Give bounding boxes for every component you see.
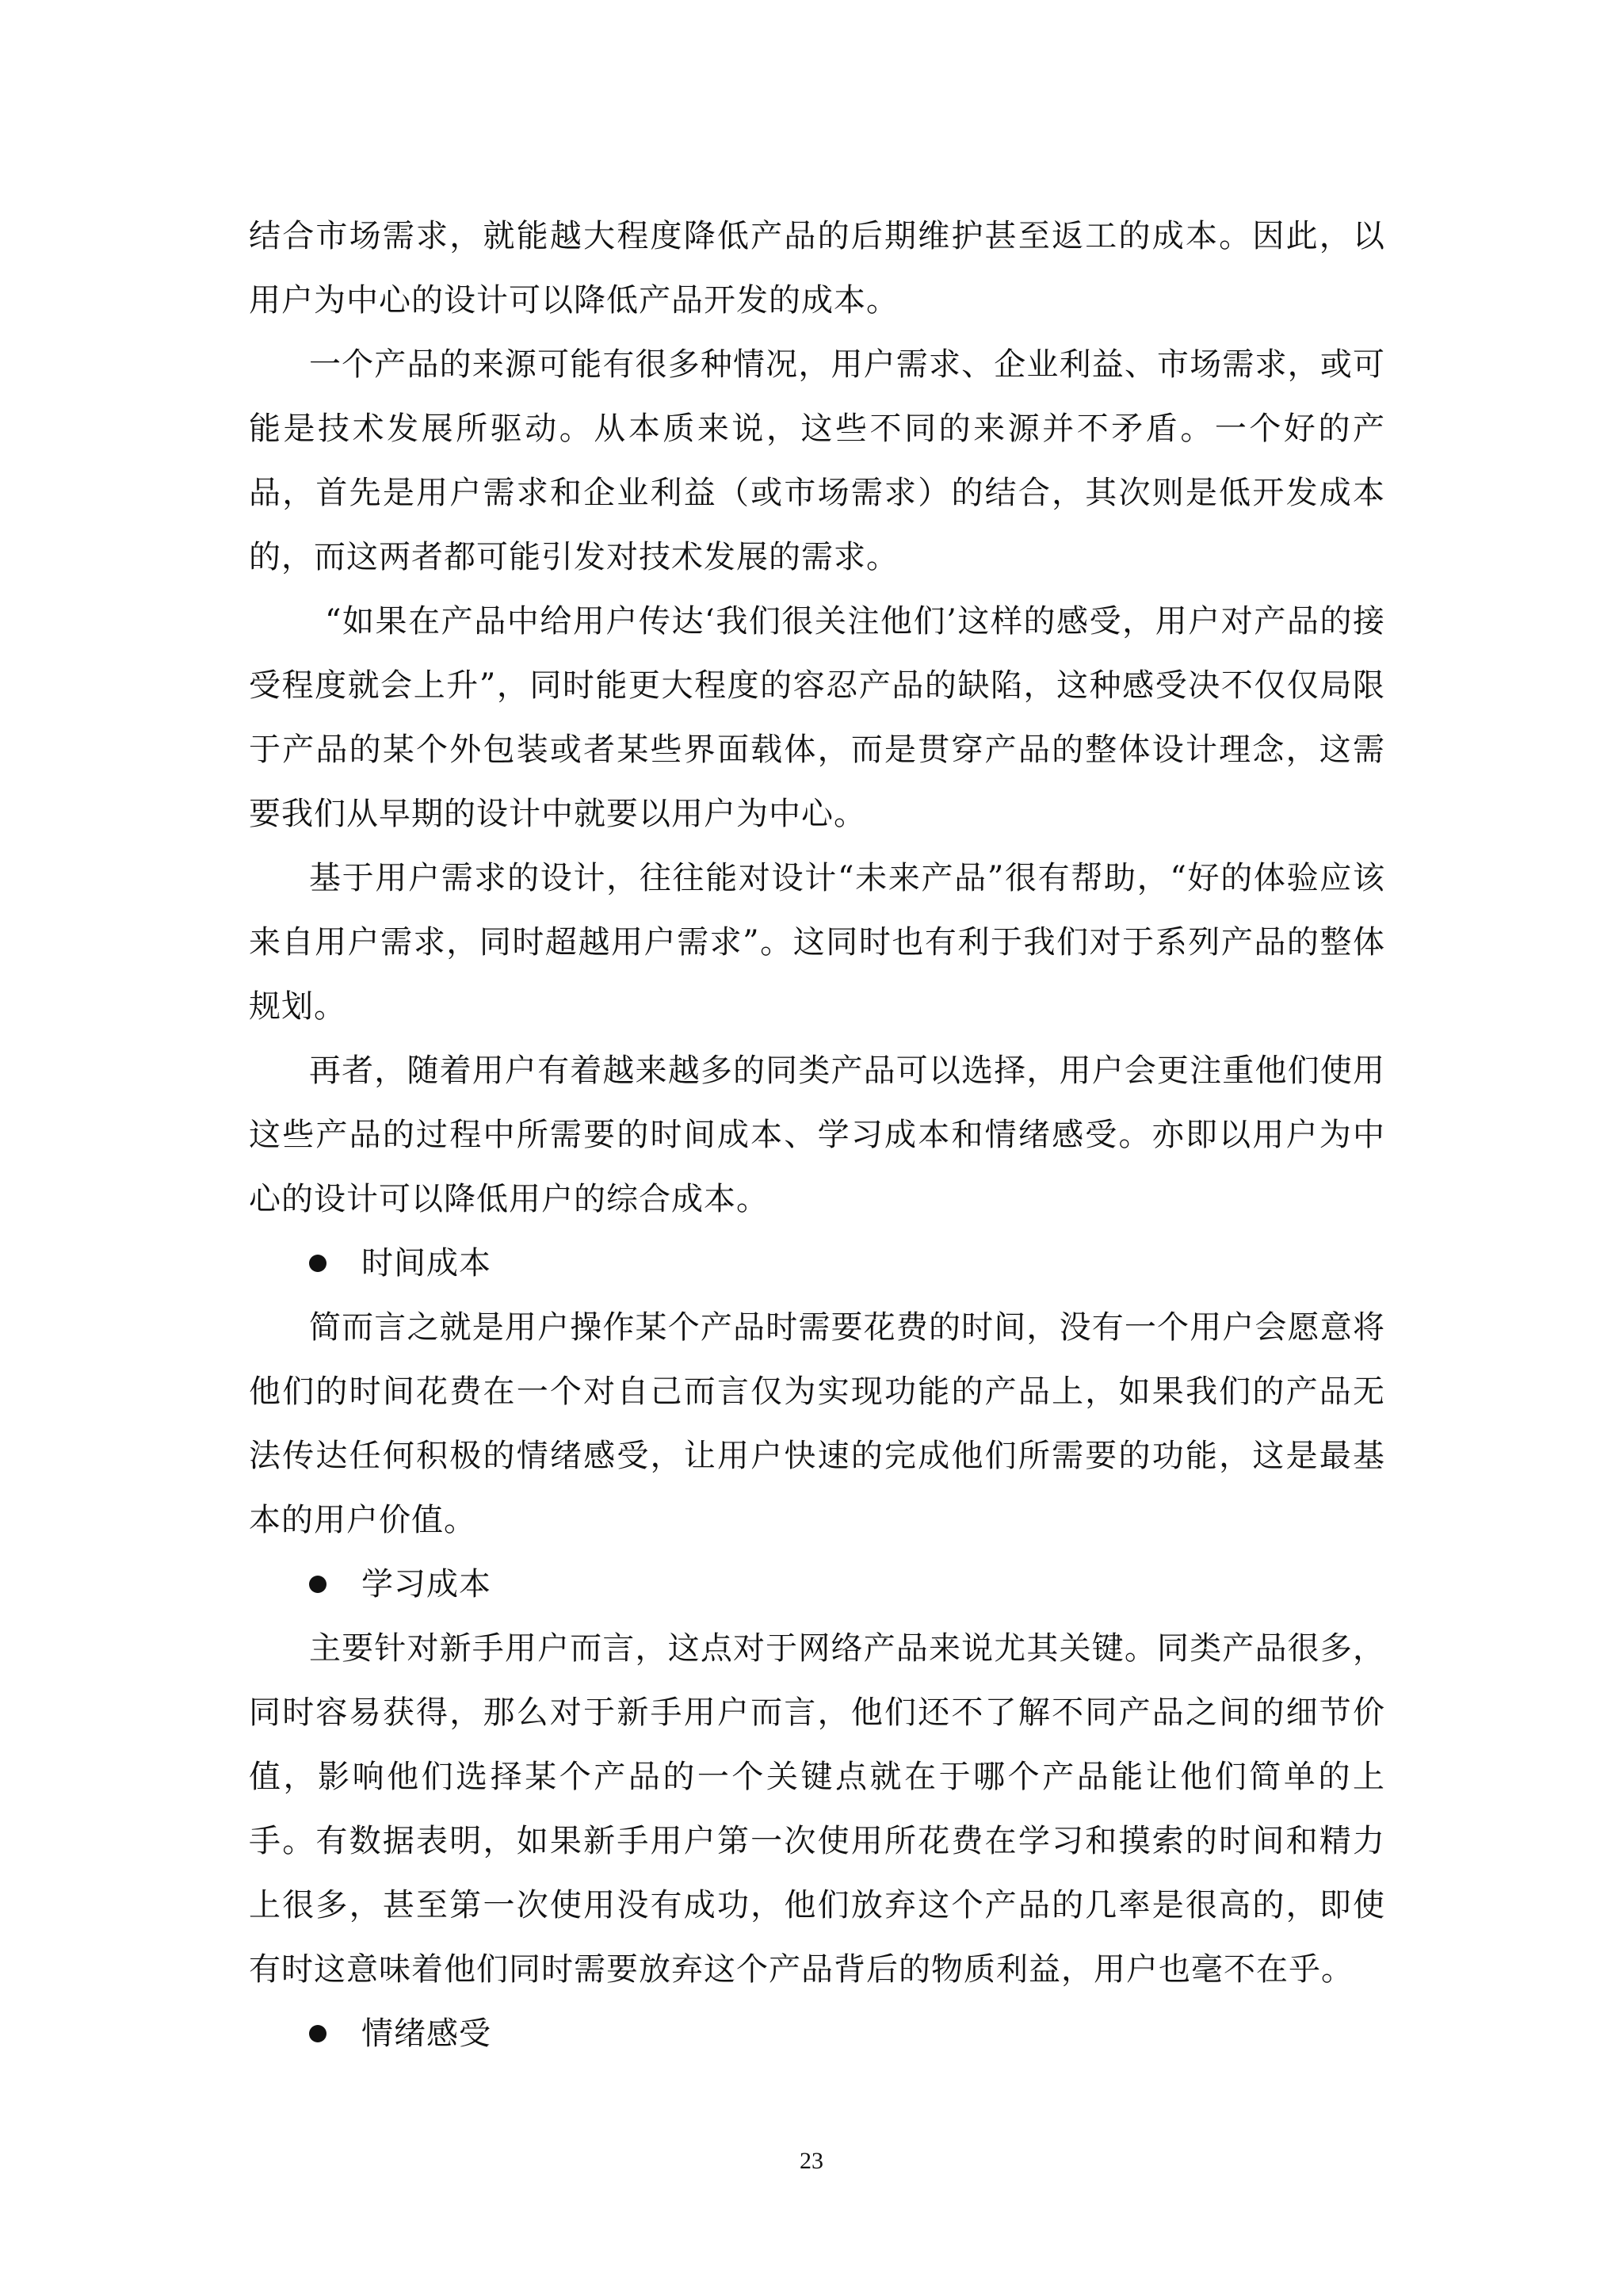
paragraph-continuation: 结合市场需求，就能越大程度降低产品的后期维护甚至返工的成本。因此，以用户为中心的设计可以降低产品开发的成本。 [249, 218, 1385, 319]
bullet-dot-icon [309, 2025, 327, 2042]
bullet-emotional-feeling [249, 2002, 1385, 2066]
bullet-dot-icon [309, 1255, 327, 1272]
bullet-learning-cost [249, 1553, 1385, 1617]
page-number: 23 [800, 2148, 823, 2174]
bullet-time-cost [249, 1232, 1385, 1296]
paragraph-learning-cost: 主要针对新手用户而言，这点对于网络产品来说尤其关键。同类产品很多，同时容易获得，那么对于新手用户而言，他们还不了解不同产品之间的细节价值，影响他们选择某个产品的一个关键点就在于哪个产品能让他们简单的上手。有数据表明，如果新手用户第一次使用所花费在学习和摸索的时间和精力上很多，甚至第一次使用没有成功，他们放弃这个产品的几率是很高的，即使有时这意味着他们同时需要放弃这个产品背后的物质利益，用户也毫不在乎。 [249, 1630, 1385, 1988]
paragraph-time-cost: 简而言之就是用户操作某个产品时需要花费的时间，没有一个用户会愿意将他们的时间花费在一个对自己而言仅为实现功能的产品上，如果我们的产品无法传达任何积极的情绪感受，让用户快速的完成他们所需要的功能，这是最基本的用户价值。 [249, 1309, 1385, 1538]
bullet-dot-icon [309, 1576, 327, 1593]
paragraph-product-sources: 一个产品的来源可能有很多种情况，用户需求、企业利益、市场需求，或可能是技术发展所驱动。从本质来说，这些不同的来源并不矛盾。一个好的产品，首先是用户需求和企业利益（或市场需求）的结合，其次则是低开发成本的，而这两者都可能引发对技术发展的需求。 [249, 346, 1385, 575]
bullet-label: 学习成本 [361, 1566, 491, 1603]
paragraph-comprehensive-cost: 再者，随着用户有着越来越多的同类产品可以选择，用户会更注重他们使用这些产品的过程中所需要的时间成本、学习成本和情绪感受。亦即以用户为中心的设计可以降低用户的综合成本。 [249, 1052, 1385, 1217]
paragraph-future-products: 基于用户需求的设计，往往能对设计“未来产品”很有帮助，“好的体验应该来自用户需求，同时超越用户需求”。这同时也有利于我们对于系列产品的整体规划。 [249, 860, 1385, 1025]
bullet-label: 时间成本 [361, 1245, 491, 1282]
paragraph-user-care-quote: “如果在产品中给用户传达‘我们很关注他们’这样的感受，用户对产品的接受程度就会上升”，同时能更大程度的容忍产品的缺陷，这种感受决不仅仅局限于产品的某个外包装或者某些界面载体，而是贯穿产品的整体设计理念，这需要我们从早期的设计中就要以用户为中心。 [249, 603, 1385, 832]
bullet-label: 情绪感受 [361, 2015, 491, 2052]
body-text [249, 204, 1385, 2066]
